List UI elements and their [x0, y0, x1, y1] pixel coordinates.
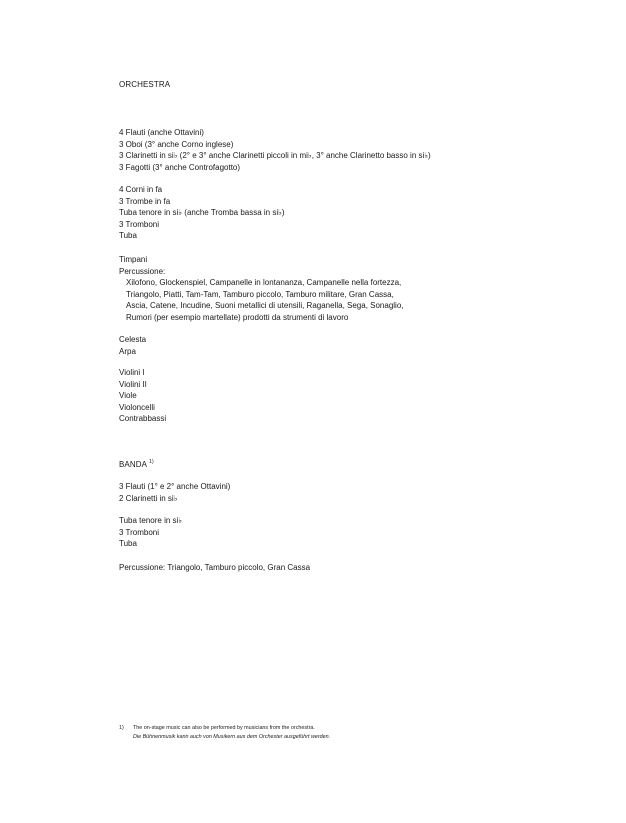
brass-line: 4 Corni in fa: [119, 185, 163, 194]
banda-brass-line: Tuba: [119, 539, 137, 549]
woodwind-line: 3 Fagotti (3° anche Controfagotto): [119, 162, 241, 172]
celesta-line: Celesta: [119, 335, 147, 344]
percussion-line: Xilofono, Glockenspiel, Campanelle in lontananza, Campanelle nella fortezza,: [126, 278, 402, 288]
banda-brass-line: Tuba tenore in si♭: [119, 516, 183, 525]
footnote: [119, 724, 330, 742]
brass-line: Tuba tenore in si♭ (anche Tromba bassa in si♭): [119, 208, 285, 218]
woodwind-line: 4 Flauti (anche Ottavini): [119, 128, 204, 137]
orchestra-strings: [119, 367, 166, 425]
orchestra-percussion: [119, 254, 404, 324]
banda-heading-row: [119, 459, 154, 469]
footnote-english: The on-stage music can also be performed by musicians from the orchestra.: [133, 725, 315, 731]
banda-brass: [119, 515, 182, 550]
percussion-line: Ascia, Catene, Incudine, Suoni metallici di utensili, Raganella, Sega, Sonaglio,: [126, 301, 404, 311]
timpani-line: Timpani: [119, 255, 148, 264]
banda-percussion-line: Percussione: Triangolo, Tamburo piccolo, Gran Cassa: [119, 563, 311, 572]
banda-heading: BANDA: [119, 460, 148, 469]
strings-line: Violoncelli: [119, 402, 155, 412]
brass-line: 3 Trombe in fa: [119, 196, 171, 206]
percussion-line: Triangolo, Piatti, Tam-Tam, Tamburo piccolo, Tamburo militare, Gran Cassa,: [126, 289, 394, 299]
brass-line: 3 Tromboni: [119, 219, 160, 229]
footnote-german: Die Bühnenmusik kann auch von Musikern aus dem Orchester ausgeführt werden.: [133, 734, 331, 740]
orchestra-keyboard-harp: [119, 334, 146, 357]
strings-line: Violini II: [119, 379, 147, 389]
brass-line: Tuba: [119, 231, 137, 241]
banda-woodwinds: [119, 481, 230, 504]
strings-line: Viole: [119, 391, 137, 401]
woodwind-line: 3 Clarinetti in si♭ (2° e 3° anche Clarinetti piccoli in mi♭, 3° anche Clarinetto basso in si♭): [119, 151, 431, 161]
strings-line: Violini I: [119, 368, 145, 377]
banda-brass-line: 3 Tromboni: [119, 527, 160, 537]
harp-line: Arpa: [119, 346, 136, 356]
orchestra-brass: [119, 184, 285, 242]
footnote-mark: 1): [119, 725, 124, 731]
orchestra-heading: ORCHESTRA: [119, 80, 171, 89]
banda-percussion: [119, 562, 310, 574]
banda-footnote-ref: 1): [149, 459, 154, 465]
strings-line: Contrabbassi: [119, 414, 167, 424]
percussion-line: Rumori (per esempio martellate) prodotti da strumenti di lavoro: [126, 312, 349, 322]
orchestra-woodwinds: [119, 127, 431, 173]
woodwind-line: 3 Oboi (3° anche Corno inglese): [119, 139, 234, 149]
banda-woodwind-line: 3 Flauti (1° e 2° anche Ottavini): [119, 482, 231, 491]
banda-woodwind-line: 2 Clarinetti in si♭: [119, 493, 178, 503]
footnote-english-row: [119, 724, 330, 733]
percussion-label: Percussione:: [119, 266, 166, 276]
